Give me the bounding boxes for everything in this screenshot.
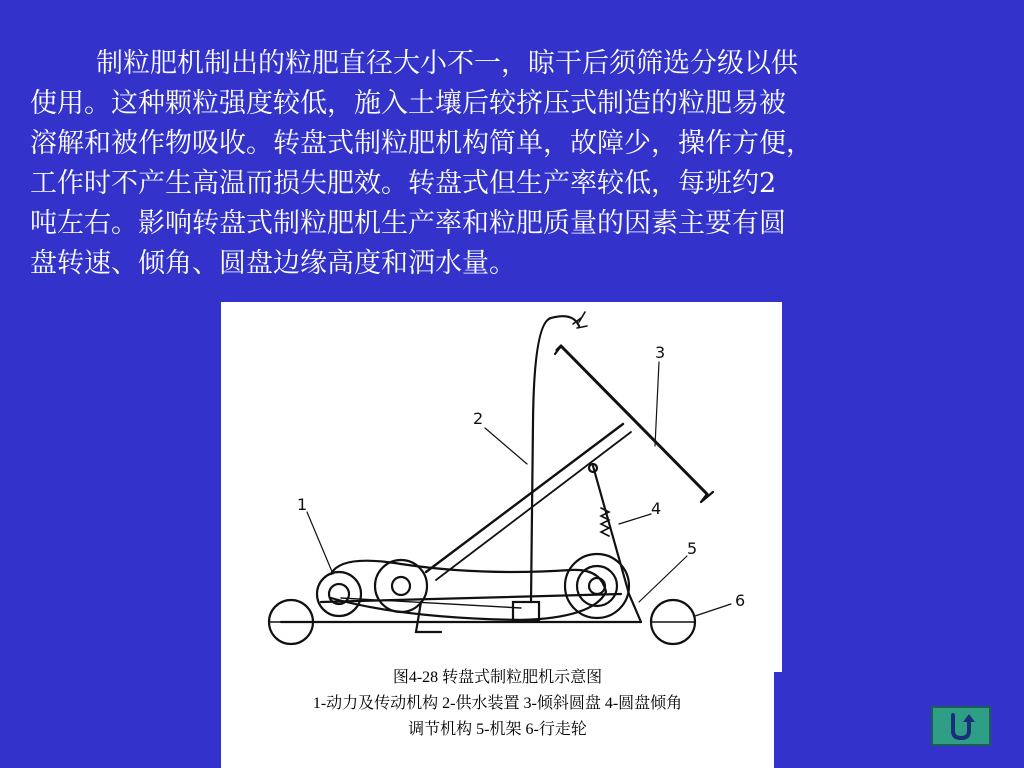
label-3: 3 — [655, 343, 666, 362]
caption-legend-1: 1-动力及传动机构 2-供水装置 3-倾斜圆盘 4-圆盘倾角 — [312, 695, 683, 712]
leader-6 — [695, 604, 731, 616]
disc-shaft — [426, 424, 623, 572]
disc-pulley-ring — [577, 566, 617, 606]
mid-pulley-hub — [392, 577, 410, 595]
motor-pulley — [317, 572, 361, 616]
disc-pulley — [565, 554, 629, 618]
mid-pulley — [375, 560, 427, 612]
adjust-rod — [593, 466, 629, 594]
back-button[interactable] — [931, 706, 991, 746]
body-paragraph — [30, 44, 995, 284]
machine-drawing — [221, 302, 782, 672]
frame-leg — [629, 594, 641, 622]
caption-legend-2: 调节机构 5-机架 6-行走轮 — [408, 721, 587, 738]
paragraph-line: 溶解和被作物吸收。转盘式制粒肥机构简单，故障少，操作方便， — [30, 128, 813, 159]
paragraph-line: 制粒肥机制出的粒肥直径大小不一，晾干后须筛选分级以供 — [96, 48, 798, 79]
paragraph-line: 吨左右。影响转盘式制粒肥机生产率和粒肥质量的因素主要有圆 — [30, 208, 786, 239]
paragraph-line: 工作时不产生高温而损失肥效。转盘式但生产率较低，每班约2 — [30, 168, 777, 199]
label-2: 2 — [473, 409, 484, 428]
disc-rim — [555, 346, 713, 502]
label-1: 1 — [297, 495, 308, 514]
machine-diagram — [221, 302, 782, 672]
label-6: 6 — [735, 591, 746, 610]
gear-box — [513, 602, 539, 620]
leader-4 — [619, 514, 651, 524]
leader-2 — [485, 428, 527, 464]
leader-1 — [307, 512, 333, 574]
return-arrow-icon — [944, 711, 978, 741]
disc-pulley-hub — [589, 578, 605, 594]
label-4: 4 — [651, 499, 662, 518]
paragraph-line: 使用。这种颗粒强度较低，施入土壤后较挤压式制造的粒肥易被 — [30, 88, 786, 119]
figure-caption — [221, 660, 774, 768]
paragraph-line: 盘转速、倾角、圆盘边缘高度和洒水量。 — [30, 248, 516, 279]
leader-5 — [639, 556, 687, 602]
caption-title: 图4-28 转盘式制粒肥机示意图 — [392, 669, 603, 686]
leader-3 — [655, 362, 659, 446]
label-5: 5 — [687, 539, 698, 558]
